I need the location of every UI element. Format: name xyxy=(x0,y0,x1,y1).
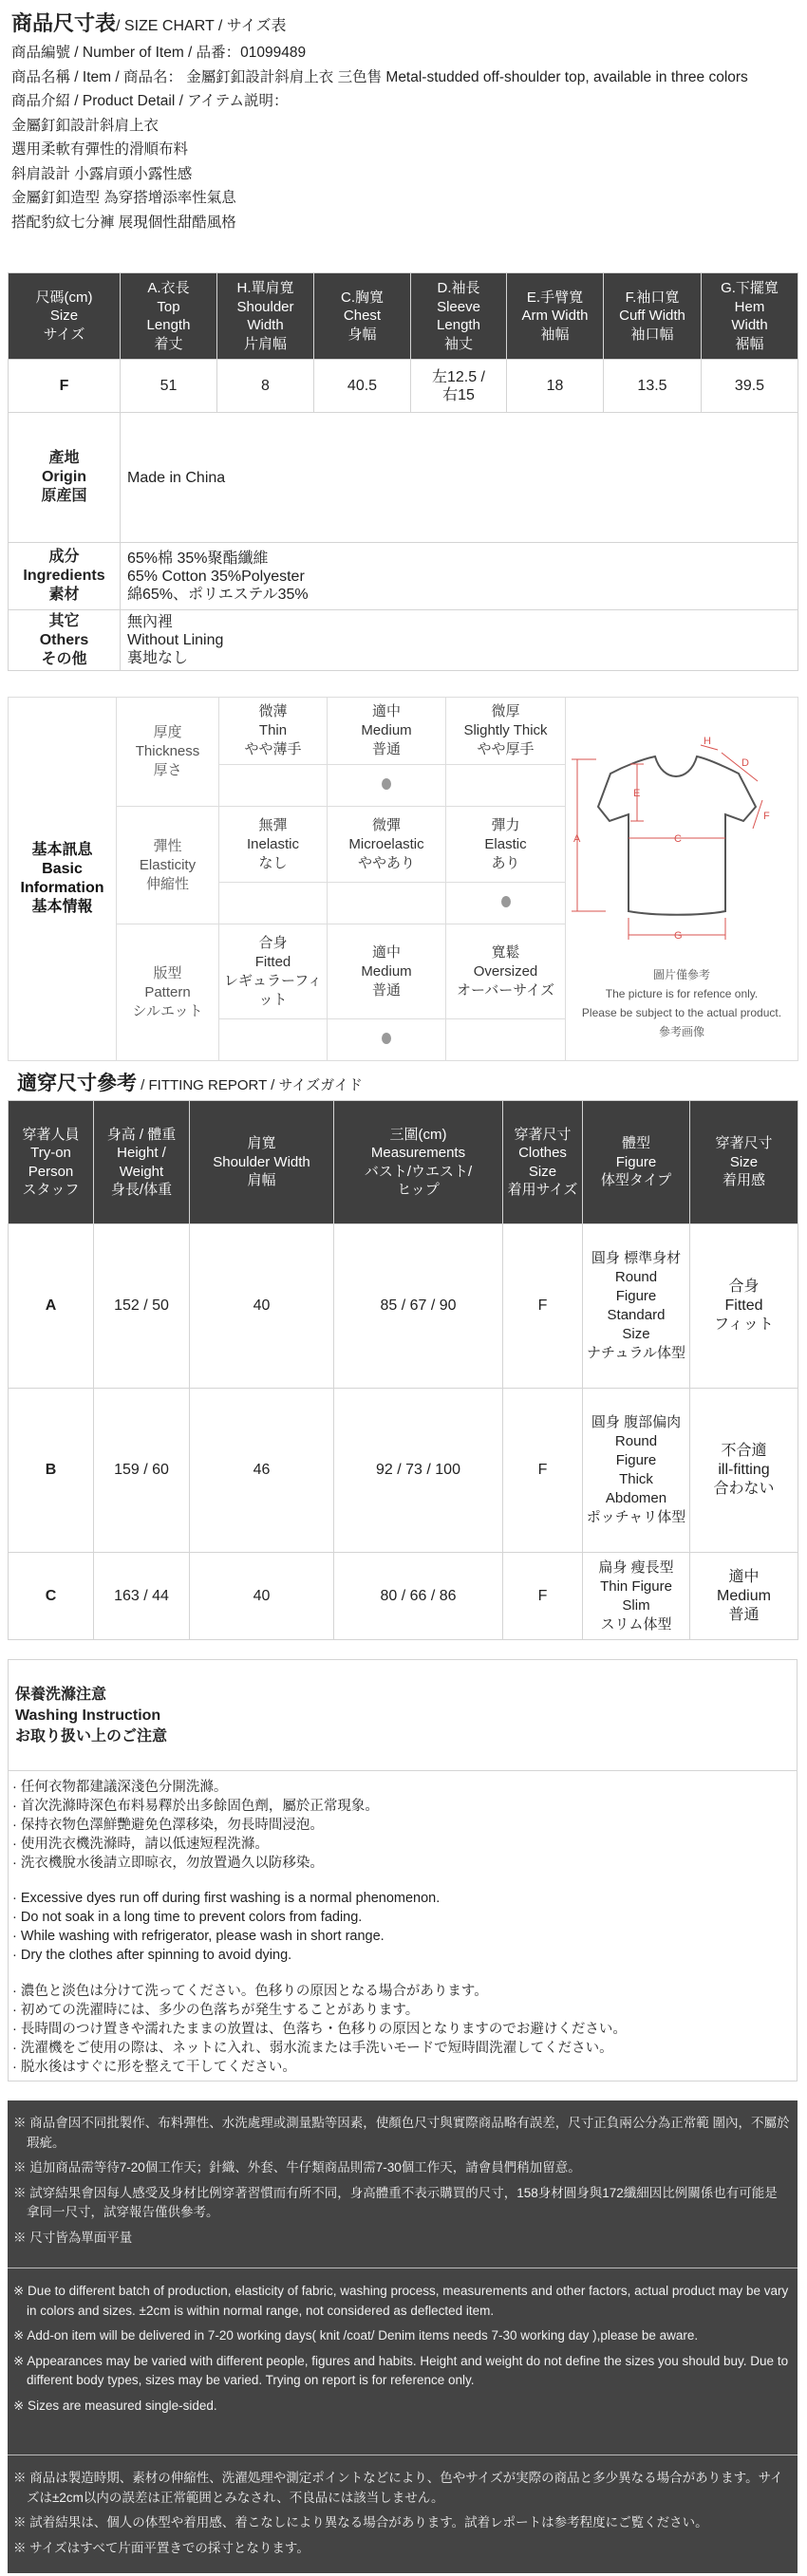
dot-cell xyxy=(219,1019,328,1061)
label-h: H xyxy=(704,736,711,747)
cell: 扁身 瘦長型 Thin Figure Slim スリム体型 xyxy=(583,1553,690,1640)
header-hem-width: G.下擺寬 Hem Width 裾幅 xyxy=(702,273,798,360)
label-f: F xyxy=(763,811,770,822)
option-medium: 適中 Medium 普通 xyxy=(328,698,446,765)
header-top-length: A.衣長 Top Length 着丈 xyxy=(121,273,217,360)
cell: F xyxy=(503,1553,583,1640)
fitting-header xyxy=(9,1101,798,1224)
cell: 8 xyxy=(217,360,314,413)
wash-item: · 脱水後はすぐに形を整えて干してください。 xyxy=(12,2060,296,2075)
diagram-caption: 圖片僅參考 The picture is for refence only. Please be subject to the actual product. 參考画像 xyxy=(581,968,782,1038)
cell: 39.5 xyxy=(702,360,798,413)
option-oversized: 寬鬆 Oversized オーバーサイズ xyxy=(446,924,566,1019)
cell: 合身 Fitted フィット xyxy=(690,1224,798,1389)
notice-zh xyxy=(8,2100,798,2268)
size-value: F xyxy=(9,360,121,413)
notice-item: ※ Appearances may be varied with different people, figures and habits. Height and weight do not define the sizes you should buy. Due to different body types, sizes may be varied. Trying on report is for reference only. xyxy=(13,2353,789,2387)
cell: 152 / 50 xyxy=(94,1224,190,1389)
header-cuff-width: F.袖口寬 Cuff Width 袖口幅 xyxy=(604,273,702,360)
notice-item: ※ Sizes are measured single-sided. xyxy=(13,2398,217,2413)
notice-item: ※ 試穿結果會因每人感受及身材比例穿著習慣而有所不同，身高體重不表示購買的尺寸，158身材圓身與172纖細因比例關係也有可能是拿同一尺寸，試穿報告僅供參考。 xyxy=(13,2185,778,2219)
item-number: 商品編號 / Number of Item / 品番：01099489 xyxy=(11,45,307,61)
wash-item: · Do not soak in a long time to prevent colors from fading. xyxy=(12,1910,363,1925)
cell: 159 / 60 xyxy=(94,1389,190,1553)
table-row xyxy=(9,1389,798,1553)
notice-item: ※ サイズはすべて片面平置きでの採寸となります。 xyxy=(13,2540,310,2555)
header-fit: 穿著尺寸 Size 着用感 xyxy=(690,1101,798,1224)
selected-dot xyxy=(501,896,511,907)
notice-ja xyxy=(8,2455,798,2569)
washing-title: 保養洗滌注意 Washing Instruction お取り扱い上のご注意 xyxy=(15,1687,168,1745)
cell: 51 xyxy=(121,360,217,413)
dot-cell xyxy=(219,883,328,924)
cell: 40.5 xyxy=(314,360,411,413)
dot-cell xyxy=(219,765,328,807)
label-d: D xyxy=(741,757,749,769)
others-row xyxy=(9,610,798,671)
person: C xyxy=(9,1553,94,1640)
cell: 圓身 腹部偏肉 Round Figure Thick Abdomen ポッチャリ体型 xyxy=(583,1389,690,1553)
cell: 適中 Medium 普通 xyxy=(690,1553,798,1640)
ingredients-value: 65%棉 35%聚酯纖維 65% Cotton 35%Polyester 綿65%、ポリエステル35% xyxy=(121,543,798,610)
wash-item: · 使用洗衣機洗滌時，請以低速短程洗滌。 xyxy=(12,1837,269,1852)
header-measurements: 三圍(cm) Measurements バスト/ウエスト/ ヒップ xyxy=(334,1101,503,1224)
header-clothes-size: 穿著尺寸 Clothes Size 着用サイズ xyxy=(503,1101,583,1224)
cell: 92 / 73 / 100 xyxy=(334,1389,503,1553)
wash-item: · Excessive dyes run off during first washing is a normal phenomenon. xyxy=(12,1891,441,1906)
label-a: A xyxy=(573,833,581,845)
cell: 46 xyxy=(190,1389,334,1553)
origin-value: Made in China xyxy=(121,413,798,543)
notice-item: ※ 商品は製造時期、素材の伸縮性、洗濯処理や測定ポイントなどにより、色やサイズが実際の商品と多少異なる場合があります。サイズは±2cm以内の誤差は正常範囲とみなされ、不良品には該当しません。 xyxy=(13,2471,783,2505)
cell: F xyxy=(503,1224,583,1389)
cell: 圓身 標準身材 Round Figure Standard Size ナチュラル体型 xyxy=(583,1224,690,1389)
table-row xyxy=(9,1224,798,1389)
detail-line: 金屬釘釦造型 為穿搭增添率性氣息 xyxy=(11,190,236,206)
elasticity-label: 彈性 Elasticity 伸縮性 xyxy=(117,807,219,924)
cell: 左12.5 / 右15 xyxy=(411,360,507,413)
cell: 13.5 xyxy=(604,360,702,413)
notice-item: ※ 試着結果は、個人の体型や着用感、着こなしにより異なる場合があります。試着レポートは参考程度にご覧ください。 xyxy=(13,2515,708,2529)
basic-info-label: 基本訊息 Basic Information 基本情報 xyxy=(9,698,117,1061)
cell: 40 xyxy=(190,1224,334,1389)
option-thin: 微薄 Thin やや薄手 xyxy=(219,698,328,765)
table-row xyxy=(9,360,798,413)
ingredients-label: 成分 Ingredients 素材 xyxy=(9,543,121,610)
detail-line: 斜肩設計 小露肩頭小露性感 xyxy=(11,165,193,182)
label-e: E xyxy=(633,788,641,799)
size-table xyxy=(8,272,798,671)
cell: 85 / 67 / 90 xyxy=(334,1224,503,1389)
table-row xyxy=(9,1553,798,1640)
wash-item: · 長時間のつけ置きや濡れたままの放置は、色落ち・色移りの原因となりますのでお避けください。 xyxy=(12,2022,627,2037)
notice-item: ※ Due to different batch of production, elasticity of fabric, washing process, measurements and other factors, actual product may be vary in colors and sizes. ±2cm is within normal range, not considered as deflected item. xyxy=(13,2284,789,2318)
wash-item: · 保持衣物色澤鮮艷避免色澤移染，勿長時間浸泡。 xyxy=(12,1818,324,1833)
others-label: 其它 Others その他 xyxy=(9,610,121,671)
notice-box xyxy=(8,2100,798,2573)
dot-cell xyxy=(446,1019,566,1061)
tshirt-diagram xyxy=(568,717,796,954)
washing-instructions xyxy=(8,1659,798,2081)
cell: 18 xyxy=(507,360,604,413)
fitting-report-title: 適穿尺寸參考 / FITTING REPORT / サイズガイド xyxy=(17,1073,363,1094)
washing-list xyxy=(12,1778,627,2077)
notice-item: ※ 尺寸皆為單面平量 xyxy=(13,2230,133,2245)
cell: 不合適 ill-fitting 合わない xyxy=(690,1389,798,1553)
wash-item: · 首次洗滌時深色布料易釋於出多餘固色劑，屬於正常現象。 xyxy=(12,1799,379,1814)
garment-diagram xyxy=(566,698,798,1061)
dot-cell xyxy=(328,883,446,924)
header-size: 尺碼(cm) Size サイズ xyxy=(9,273,121,360)
header-person: 穿著人員 Try-on Person スタッフ xyxy=(9,1101,94,1224)
dot-cell xyxy=(328,765,446,807)
cell: 40 xyxy=(190,1553,334,1640)
dot-cell xyxy=(446,765,566,807)
header-figure: 體型 Figure 体型タイプ xyxy=(583,1101,690,1224)
ingredients-row xyxy=(9,543,798,610)
others-value: 無內裡 Without Lining 裏地なし xyxy=(121,610,798,671)
origin-label: 產地 Origin 原産国 xyxy=(9,413,121,543)
option-inelastic: 無彈 Inelastic なし xyxy=(219,807,328,883)
wash-item: · Dry the clothes after spinning to avoid dying. xyxy=(12,1948,292,1963)
detail-line: 選用柔軟有彈性的滑順布料 xyxy=(11,141,189,158)
detail-line: 金屬釘釦設計斜肩上衣 xyxy=(11,117,160,134)
wash-item: · 洗衣機脫水後請立即晾衣，勿放置過久以防移染。 xyxy=(12,1856,324,1871)
option-fitted: 合身 Fitted レギュラーフィット xyxy=(219,924,328,1019)
wash-item: · 初めての洗濯時には、多少の色落ちが発生することがあります。 xyxy=(12,2003,420,2018)
product-header xyxy=(11,9,799,234)
person: A xyxy=(9,1224,94,1389)
option-slightly-thick: 微厚 Slightly Thick やや厚手 xyxy=(446,698,566,765)
header-sleeve-length: D.袖長 Sleeve Length 袖丈 xyxy=(411,273,507,360)
header-arm-width: E.手臂寬 Arm Width 袖幅 xyxy=(507,273,604,360)
cell: 80 / 66 / 86 xyxy=(334,1553,503,1640)
option-elastic: 彈力 Elastic あり xyxy=(446,807,566,883)
selected-dot xyxy=(382,778,391,790)
notice-item: ※ Add-on item will be delivered in 7-20 working days( knit /coat/ Denim items needs 7-30 working day ),please be aware. xyxy=(13,2328,699,2343)
wash-item: · 洗濯機をご使用の際は、ネットに入れ、弱水流または手洗いモードで短時間洗濯してください。 xyxy=(12,2041,613,2056)
pattern-label: 版型 Pattern シルエット xyxy=(117,924,219,1061)
person: B xyxy=(9,1389,94,1553)
product-detail-label: 商品介紹 / Product Detail / アイテム説明： xyxy=(11,93,289,109)
item-name: 商品名稱 / Item / 商品名： 金屬釘釦設計斜肩上衣 三色售 Metal-studded off-shoulder top, available in three colors xyxy=(11,68,748,85)
basic-info-table xyxy=(8,697,798,1061)
detail-line: 搭配豹紋七分褲 展現個性甜酷風格 xyxy=(11,214,236,231)
option-medium: 適中 Medium 普通 xyxy=(328,924,446,1019)
fitting-table xyxy=(8,1100,798,1640)
size-chart-title: 商品尺寸表/ SIZE CHART / サイズ表 xyxy=(11,11,287,35)
wash-item: · 濃色と淡色は分けて洗ってください。色移りの原因となる場合があります。 xyxy=(12,1984,488,1999)
origin-row xyxy=(9,413,798,543)
label-c: C xyxy=(674,833,682,845)
wash-item: · 任何衣物都建議深淺色分開洗滌。 xyxy=(12,1780,228,1795)
dot-cell xyxy=(328,1019,446,1061)
notice-item: ※ 商品會因不同批製作、布料彈性、水洗處理或測量點等因素，使顏色尺寸與實際商品略有誤差，尺寸正負兩公分為正常範 圍內，不屬於瑕疵。 xyxy=(13,2116,790,2150)
notice-item: ※ 追加商品需等待7-20個工作天；針織、外套、牛仔類商品則需7-30個工作天，請會員們稍加留意。 xyxy=(13,2160,581,2175)
thickness-label: 厚度 Thickness 厚さ xyxy=(117,698,219,807)
notice-en xyxy=(8,2268,798,2455)
header-shoulder: 肩寬 Shoulder Width 肩幅 xyxy=(190,1101,334,1224)
selected-dot xyxy=(382,1033,391,1044)
header-height-weight: 身高 / 體重 Height / Weight 身長/体重 xyxy=(94,1101,190,1224)
size-table-header xyxy=(9,273,798,360)
dot-cell xyxy=(446,883,566,924)
header-shoulder-width: H.單肩寬 Shoulder Width 片肩幅 xyxy=(217,273,314,360)
wash-item: · While washing with refrigerator, please wash in short range. xyxy=(12,1929,385,1944)
cell: 163 / 44 xyxy=(94,1553,190,1640)
option-microelastic: 微彈 Microelastic ややあり xyxy=(328,807,446,883)
header-chest: C.胸寬 Chest 身幅 xyxy=(314,273,411,360)
divider xyxy=(9,1770,797,1771)
cell: F xyxy=(503,1389,583,1553)
label-g: G xyxy=(674,930,683,942)
